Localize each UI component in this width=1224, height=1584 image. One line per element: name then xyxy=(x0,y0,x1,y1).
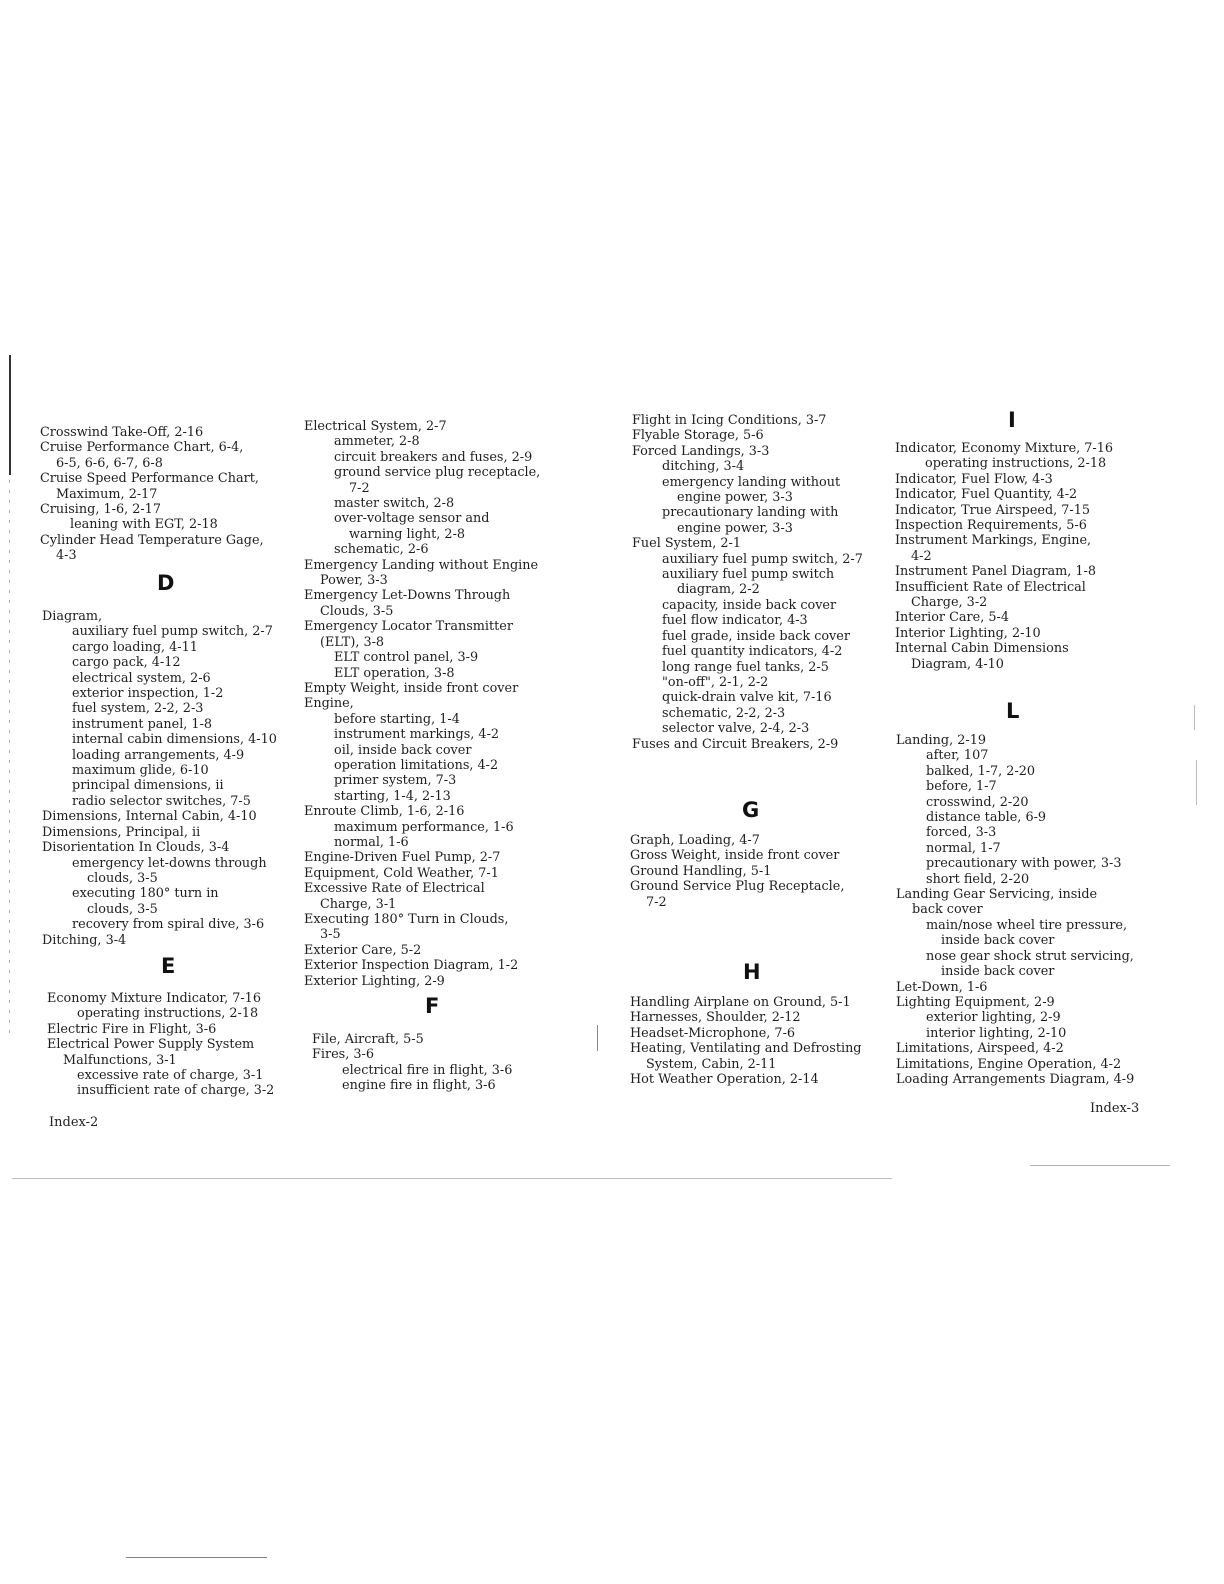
index-entry: Hot Weather Operation, 2-14 xyxy=(630,1072,819,1088)
index-entry: operating instructions, 2-18 xyxy=(77,1006,259,1022)
section-letter-h: H xyxy=(743,960,761,984)
index-entry: ditching, 3-4 xyxy=(662,459,745,475)
index-entry: operation limitations, 4-2 xyxy=(334,757,499,773)
index-entry: 7-2 xyxy=(349,480,370,496)
index-entry: Loading Arrangements Diagram, 4-9 xyxy=(896,1071,1135,1087)
index-entry: Interior Lighting, 2-10 xyxy=(895,625,1041,641)
index-entry: Harnesses, Shoulder, 2-12 xyxy=(630,1010,801,1026)
index-entry: executing 180° turn in xyxy=(72,886,219,902)
index-entry: Forced Landings, 3-3 xyxy=(632,443,770,459)
section-letter-g: G xyxy=(742,798,760,822)
bottom-rule xyxy=(126,1557,267,1558)
index-column-2-f xyxy=(312,1032,512,1094)
index-entry: Lighting Equipment, 2-9 xyxy=(896,994,1055,1010)
index-entry: Exterior Inspection Diagram, 1-2 xyxy=(304,958,519,974)
index-entry: oil, inside back cover xyxy=(334,742,472,758)
index-entry: Let-Down, 1-6 xyxy=(896,979,988,995)
index-entry: Emergency Let-Downs Through xyxy=(304,588,511,604)
index-entry: excessive rate of charge, 3-1 xyxy=(77,1068,264,1084)
index-entry: ELT control panel, 3-9 xyxy=(334,650,479,666)
index-entry: auxiliary fuel pump switch, 2-7 xyxy=(662,551,863,567)
index-entry: Malfunctions, 3-1 xyxy=(63,1052,177,1068)
index-entry: Electric Fire in Flight, 3-6 xyxy=(47,1021,217,1037)
index-entry: Disorientation In Clouds, 3-4 xyxy=(42,840,230,856)
index-entry: Fuel System, 2-1 xyxy=(632,536,742,552)
scan-gutter-tick xyxy=(597,1025,598,1051)
index-entry: leaning with EGT, 2-18 xyxy=(70,517,218,533)
index-entry: normal, 1-6 xyxy=(334,834,409,850)
index-entry: Landing Gear Servicing, inside xyxy=(896,887,1098,903)
index-entry: Excessive Rate of Electrical xyxy=(304,881,485,897)
index-entry: Engine-Driven Fuel Pump, 2-7 xyxy=(304,850,501,866)
index-entry: loading arrangements, 4-9 xyxy=(72,747,245,763)
index-entry: Ditching, 3-4 xyxy=(42,932,127,948)
index-entry: inside back cover xyxy=(941,964,1055,980)
index-entry: exterior lighting, 2-9 xyxy=(926,1010,1061,1026)
index-entry: Indicator, True Airspeed, 7-15 xyxy=(895,502,1091,518)
index-entry: fuel system, 2-2, 2-3 xyxy=(72,701,204,717)
index-entry: "on-off", 2-1, 2-2 xyxy=(662,674,769,690)
index-entry: Diagram, xyxy=(42,609,103,624)
index-entry: Cylinder Head Temperature Gage, xyxy=(40,532,264,548)
index-entry: Economy Mixture Indicator, 7-16 xyxy=(47,991,261,1006)
index-entry: Executing 180° Turn in Clouds, xyxy=(304,912,509,927)
index-entry: Fires, 3-6 xyxy=(312,1047,374,1063)
index-entry: File, Aircraft, 5-5 xyxy=(312,1032,424,1047)
index-entry: Gross Weight, inside front cover xyxy=(630,848,840,864)
index-entry: quick-drain valve kit, 7-16 xyxy=(662,690,832,706)
index-entry: nose gear shock strut servicing, xyxy=(926,948,1134,964)
index-entry: Headset-Microphone, 7-6 xyxy=(630,1025,796,1041)
scan-edge-mark xyxy=(9,355,11,475)
index-column-1-top xyxy=(40,425,264,564)
index-entry: Instrument Markings, Engine, xyxy=(895,533,1092,549)
index-entry: Power, 3-3 xyxy=(320,573,388,589)
index-entry: ground service plug receptacle, xyxy=(334,465,541,481)
index-entry: precautionary with power, 3-3 xyxy=(926,856,1122,872)
index-entry: maximum performance, 1-6 xyxy=(334,819,514,835)
index-entry: maximum glide, 6-10 xyxy=(72,763,209,779)
index-entry: recovery from spiral dive, 3-6 xyxy=(72,917,265,933)
index-entry: Inspection Requirements, 5-6 xyxy=(895,518,1087,534)
index-entry: ELT operation, 3-8 xyxy=(334,665,455,681)
index-entry: Flyable Storage, 5-6 xyxy=(632,428,764,444)
index-entry: precautionary landing with xyxy=(662,505,839,521)
scan-right-tick xyxy=(1196,760,1197,805)
index-entry: Charge, 3-2 xyxy=(911,595,988,611)
index-entry: Cruising, 1-6, 2-17 xyxy=(40,502,161,518)
section-letter-d: D xyxy=(157,571,175,595)
index-entry: Clouds, 3-5 xyxy=(320,603,394,619)
index-entry: electrical fire in flight, 3-6 xyxy=(342,1062,513,1078)
section-letter-i: I xyxy=(1008,408,1016,432)
index-entry: engine power, 3-3 xyxy=(677,490,793,506)
index-entry: Maximum, 2-17 xyxy=(56,486,158,502)
index-entry: Landing, 2-19 xyxy=(896,733,986,748)
index-entry: Ground Handling, 5-1 xyxy=(630,863,772,879)
index-entry: Graph, Loading, 4-7 xyxy=(630,833,760,848)
index-entry: Internal Cabin Dimensions xyxy=(895,641,1069,657)
index-column-2-top xyxy=(304,419,540,989)
index-entry: interior lighting, 2-10 xyxy=(926,1025,1067,1041)
index-entry: fuel flow indicator, 4-3 xyxy=(662,613,808,629)
index-entry: Handling Airplane on Ground, 5-1 xyxy=(630,995,851,1010)
index-entry: Empty Weight, inside front cover xyxy=(304,680,519,696)
section-letter-l: L xyxy=(1006,699,1020,723)
index-entry: Indicator, Economy Mixture, 7-16 xyxy=(895,441,1114,456)
scan-right-tick xyxy=(1194,705,1195,730)
index-entry: Limitations, Engine Operation, 4-2 xyxy=(896,1056,1122,1072)
index-entry: emergency landing without xyxy=(662,474,841,490)
index-entry: electrical system, 2-6 xyxy=(72,670,211,686)
index-entry: Indicator, Fuel Flow, 4-3 xyxy=(895,471,1053,487)
index-entry: main/nose wheel tire pressure, xyxy=(926,917,1128,933)
index-entry: 4-2 xyxy=(911,548,932,564)
index-entry: Ground Service Plug Receptacle, xyxy=(630,879,845,895)
index-entry: Insufficient Rate of Electrical xyxy=(895,579,1086,595)
section-letter-e: E xyxy=(161,954,176,978)
index-entry: auxiliary fuel pump switch xyxy=(662,567,835,583)
index-entry: Indicator, Fuel Quantity, 4-2 xyxy=(895,487,1078,503)
index-entry: Cruise Performance Chart, 6-4, xyxy=(40,440,244,456)
index-entry: operating instructions, 2-18 xyxy=(925,456,1107,472)
page-number-left: Index-2 xyxy=(49,1115,99,1130)
index-entry: Charge, 3-1 xyxy=(320,896,397,912)
index-column-4-l xyxy=(896,733,1134,1087)
index-entry: Electrical Power Supply System xyxy=(47,1037,255,1053)
index-entry: warning light, 2-8 xyxy=(349,526,466,542)
scan-bottom-line xyxy=(12,1178,892,1179)
index-entry: schematic, 2-6 xyxy=(334,542,429,558)
index-entry: Exterior Lighting, 2-9 xyxy=(304,973,445,989)
index-entry: Interior Care, 5-4 xyxy=(895,610,1009,626)
index-entry: Crosswind Take-Off, 2-16 xyxy=(40,425,204,440)
index-entry: before, 1-7 xyxy=(926,779,997,795)
index-entry: ammeter, 2-8 xyxy=(334,434,420,450)
index-entry: long range fuel tanks, 2-5 xyxy=(662,659,829,675)
index-entry: after, 107 xyxy=(926,748,989,764)
index-entry: internal cabin dimensions, 4-10 xyxy=(72,732,277,748)
index-entry: clouds, 3-5 xyxy=(87,901,158,917)
index-entry: crosswind, 2-20 xyxy=(926,794,1029,810)
index-entry: diagram, 2-2 xyxy=(677,582,760,598)
scan-edge-dots xyxy=(9,480,10,1040)
index-entry: back cover xyxy=(912,902,983,918)
index-entry: instrument markings, 4-2 xyxy=(334,727,500,743)
index-entry: Dimensions, Principal, ii xyxy=(42,824,201,840)
index-entry: balked, 1-7, 2-20 xyxy=(926,763,1036,779)
index-entry: schematic, 2-2, 2-3 xyxy=(662,705,786,721)
index-column-3-h xyxy=(630,995,862,1087)
index-entry: Flight in Icing Conditions, 3-7 xyxy=(632,413,827,428)
index-entry: Equipment, Cold Weather, 7-1 xyxy=(304,865,499,881)
index-entry: cargo pack, 4-12 xyxy=(72,655,181,671)
index-entry: fuel quantity indicators, 4-2 xyxy=(662,644,843,660)
index-entry: 3-5 xyxy=(320,927,341,943)
index-entry: principal dimensions, ii xyxy=(72,778,224,794)
index-entry: selector valve, 2-4, 2-3 xyxy=(662,721,810,737)
index-entry: engine power, 3-3 xyxy=(677,520,793,536)
index-entry: Enroute Climb, 1-6, 2-16 xyxy=(304,804,465,820)
index-entry: Limitations, Airspeed, 4-2 xyxy=(896,1041,1064,1057)
section-letter-f: F xyxy=(425,994,440,1018)
index-entry: 7-2 xyxy=(646,894,667,910)
index-entry: normal, 1-7 xyxy=(926,840,1001,856)
index-entry: capacity, inside back cover xyxy=(662,597,837,613)
index-entry: inside back cover xyxy=(941,933,1055,949)
index-entry: Fuses and Circuit Breakers, 2-9 xyxy=(632,736,839,752)
index-entry: cargo loading, 4-11 xyxy=(72,639,198,655)
index-entry: fuel grade, inside back cover xyxy=(662,628,850,644)
index-column-1-e xyxy=(47,991,274,1099)
index-entry: Heating, Ventilating and Defrosting xyxy=(630,1041,862,1057)
index-column-1-d xyxy=(42,609,277,948)
index-entry: clouds, 3-5 xyxy=(87,870,158,886)
index-entry: Cruise Speed Performance Chart, xyxy=(40,471,259,487)
index-entry: distance table, 6-9 xyxy=(926,810,1047,826)
index-column-3-g xyxy=(630,833,844,910)
index-entry: short field, 2-20 xyxy=(926,871,1030,887)
index-entry: auxiliary fuel pump switch, 2-7 xyxy=(72,624,273,640)
index-entry: engine fire in flight, 3-6 xyxy=(342,1078,496,1094)
index-entry: Dimensions, Internal Cabin, 4-10 xyxy=(42,809,257,825)
index-column-4-i xyxy=(895,441,1113,672)
scan-bottom-line-right xyxy=(1030,1165,1170,1166)
index-entry: 6-5, 6-6, 6-7, 6-8 xyxy=(56,455,163,471)
index-entry: insufficient rate of charge, 3-2 xyxy=(77,1083,275,1099)
index-entry: primer system, 7-3 xyxy=(334,773,457,789)
index-entry: Emergency Landing without Engine xyxy=(304,557,539,573)
index-entry: Electrical System, 2-7 xyxy=(304,419,447,434)
index-entry: Emergency Locator Transmitter xyxy=(304,619,513,635)
index-entry: over-voltage sensor and xyxy=(334,511,490,527)
index-entry: radio selector switches, 7-5 xyxy=(72,793,251,809)
index-entry: Instrument Panel Diagram, 1-8 xyxy=(895,564,1096,580)
index-entry: forced, 3-3 xyxy=(926,825,997,841)
index-entry: instrument panel, 1-8 xyxy=(72,716,213,732)
index-entry: emergency let-downs through xyxy=(72,855,267,871)
index-entry: circuit breakers and fuses, 2-9 xyxy=(334,449,533,465)
index-entry: System, Cabin, 2-11 xyxy=(646,1056,777,1072)
index-entry: starting, 1-4, 2-13 xyxy=(334,788,451,804)
index-entry: Diagram, 4-10 xyxy=(911,656,1004,672)
index-entry: before starting, 1-4 xyxy=(334,711,460,727)
index-entry: Exterior Care, 5-2 xyxy=(304,942,422,958)
index-entry: exterior inspection, 1-2 xyxy=(72,686,224,702)
page-number-right: Index-3 xyxy=(1090,1101,1140,1116)
index-entry: 4-3 xyxy=(56,548,77,564)
index-column-3-top xyxy=(632,413,863,752)
index-entry: Engine, xyxy=(304,696,354,712)
index-entry: master switch, 2-8 xyxy=(334,496,455,512)
index-entry: (ELT), 3-8 xyxy=(320,634,385,650)
